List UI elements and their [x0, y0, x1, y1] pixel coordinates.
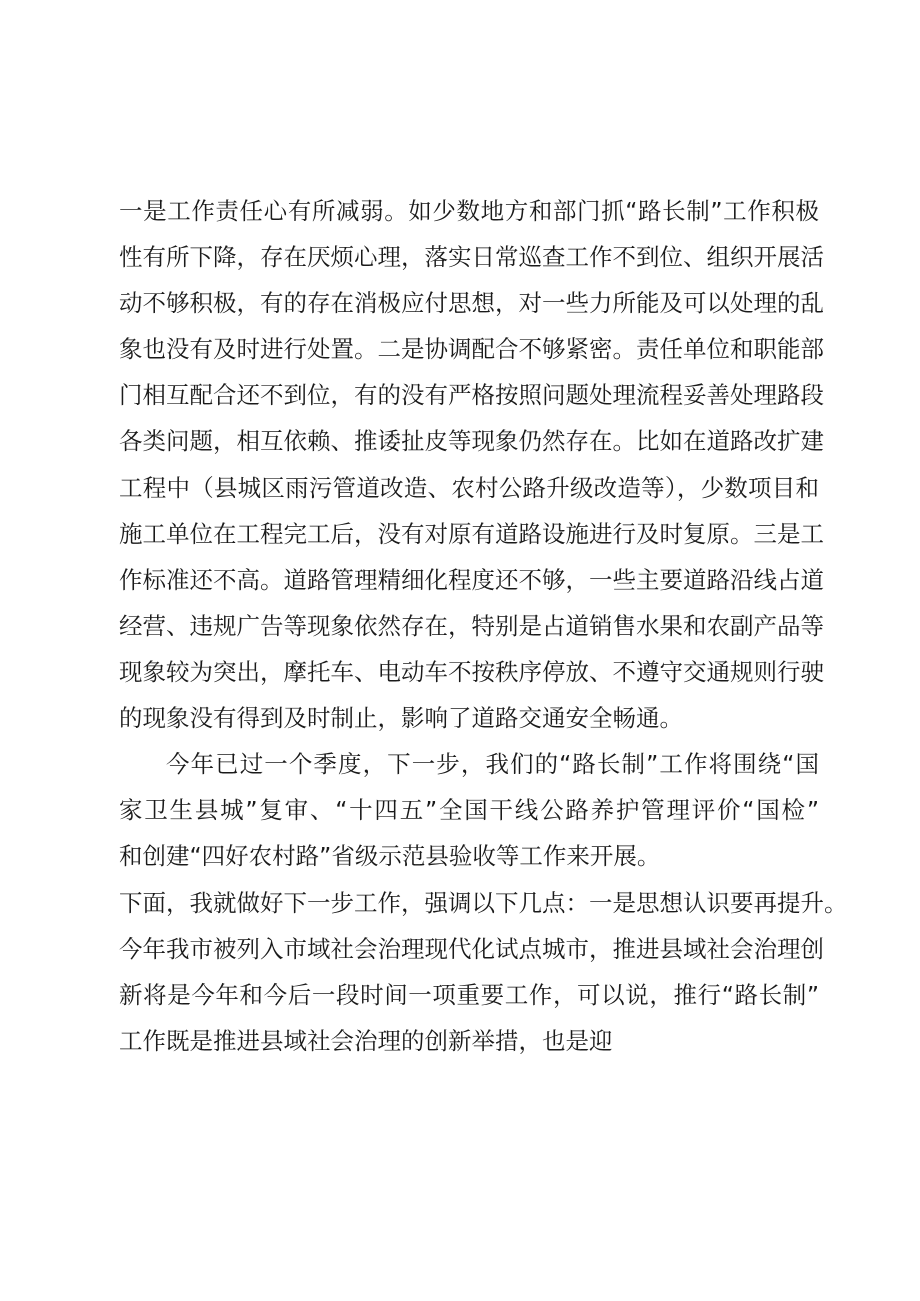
text-line: 经营、违规广告等现象依然存在，特别是占道销售水果和农副产品等: [119, 611, 824, 640]
paragraph-problems: [119, 188, 824, 741]
text-line: 的现象没有得到及时制止，影响了道路交通安全畅通。: [119, 704, 683, 733]
text-line: 新将是今年和今后一段时间一项重要工作，可以说，推行“路长制”: [119, 981, 819, 1010]
text-line: 今年已过一个季度，下一步，我们的“路长制”工作将围绕“国: [166, 750, 819, 778]
text-line: 门相互配合还不到位，有的没有严格按照问题处理流程妥善处理路段: [119, 381, 824, 410]
text-line: 今年我市被列入市域社会治理现代化试点城市，推进县域社会治理创: [119, 935, 824, 964]
text-line: 和创建“四好农村路”省级示范县验收等工作来开展。: [119, 842, 661, 871]
text-line: 施工单位在工程完工后，没有对原有道路设施进行及时复原。三是工: [119, 519, 824, 548]
text-line: 工作既是推进县域社会治理的创新举措，也是迎: [119, 1027, 613, 1056]
text-line: 下面，我就做好下一步工作，强调以下几点：一是思想认识要再提升。: [119, 889, 848, 917]
text-line: 作标准还不高。道路管理精细化程度还不够，一些主要道路沿线占道: [119, 565, 824, 594]
text-line: 工程中（县城区雨污管道改造、农村公路升级改造等），少数项目和: [119, 473, 819, 502]
paragraph-next-steps: [119, 741, 819, 879]
text-line: 象也没有及时进行处置。二是协调配合不够紧密。责任单位和职能部: [119, 335, 824, 364]
text-line: 各类问题，相互依赖、推诿扯皮等现象仍然存在。比如在道路改扩建: [119, 427, 824, 456]
paragraph-key-points: [119, 880, 848, 1064]
text-line: 性有所下降，存在厌烦心理，落实日常巡查工作不到位、组织开展活: [119, 243, 824, 272]
text-line: 家卫生县城”复审、“十四五”全国干线公路养护管理评价“国检”: [119, 796, 819, 825]
text-line: 动不够积极，有的存在消极应付思想，对一些力所能及可以处理的乱: [119, 289, 824, 318]
text-line: 现象较为突出，摩托车、电动车不按秩序停放、不遵守交通规则行驶: [119, 657, 824, 686]
text-line: 一是工作责任心有所减弱。如少数地方和部门抓“路长制”工作积极: [119, 197, 819, 225]
